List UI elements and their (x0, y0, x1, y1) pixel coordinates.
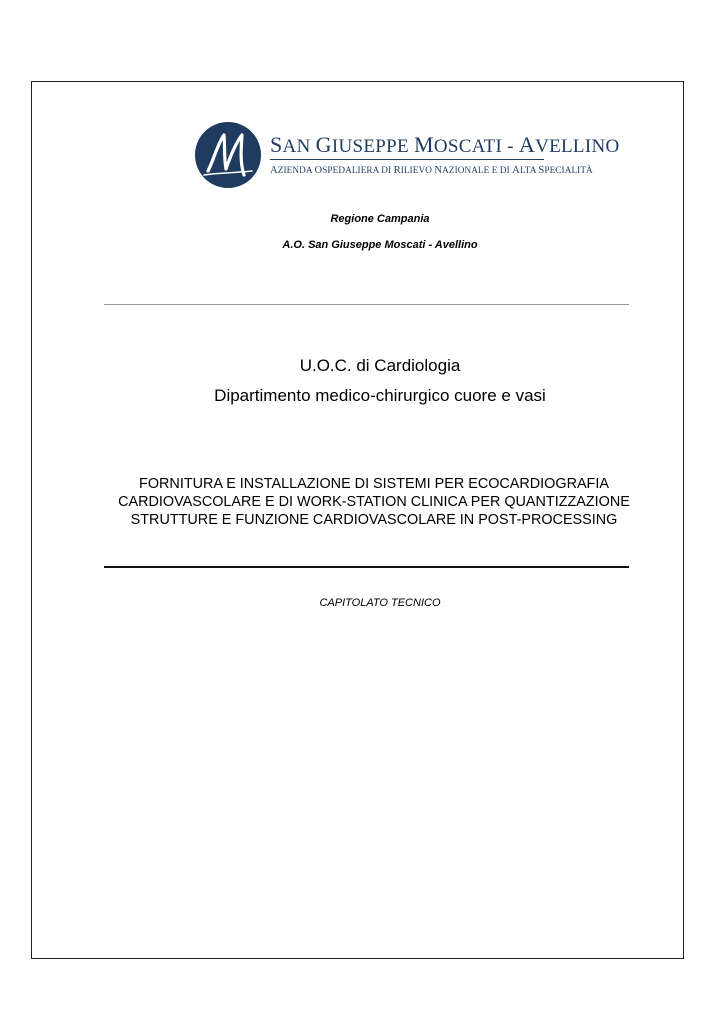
document-type: CAPITOLATO TECNICO (319, 597, 441, 609)
region-name: Regione Campania (330, 213, 430, 225)
logo-subtitle: AZIENDA OSPEDALIERA DI RILIEVO NAZIONALE E DI ALTA SPECIALITÀ (270, 165, 593, 176)
hospital-logo (194, 121, 620, 189)
unit-name: U.O.C. di Cardiologia (299, 356, 461, 375)
logo-title: SAN GIUSEPPE MOSCATI - AVELLINO (270, 132, 620, 157)
divider-thick (104, 566, 629, 568)
department-name: Dipartimento medico-chirurgico cuore e vasi (214, 386, 546, 405)
divider-thin (104, 304, 629, 305)
subject-block (104, 475, 644, 529)
monogram-logo-icon (194, 121, 262, 189)
hospital-name: A.O. San Giuseppe Moscati - Avellino (282, 239, 478, 251)
subject-line: FORNITURA E INSTALLAZIONE DI SISTEMI PER ECOCARDIOGRAFIA (139, 476, 609, 492)
subject-line: STRUTTURE E FUNZIONE CARDIOVASCOLARE IN POST-PROCESSING (130, 512, 618, 528)
logo-divider (270, 159, 544, 160)
subject-line: CARDIOVASCOLARE E DI WORK-STATION CLINICA PER QUANTIZZAZIONE (118, 494, 630, 510)
